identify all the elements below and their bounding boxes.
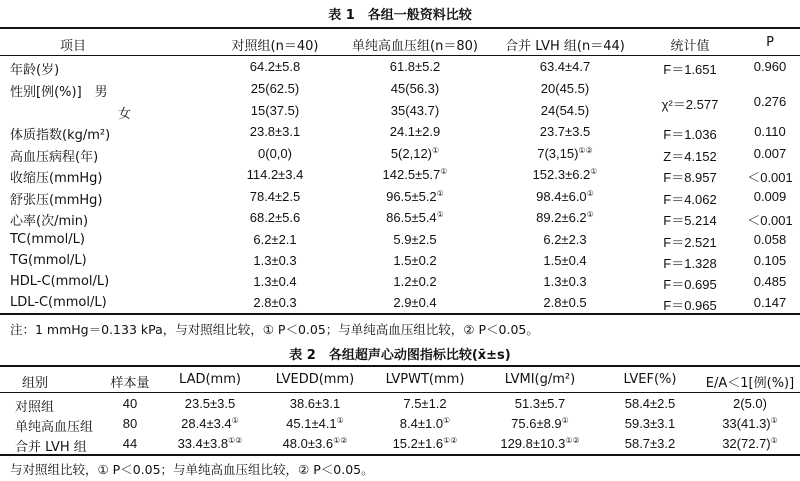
table1-cell: 24.1±2.9 — [389, 124, 441, 139]
table2-cell: 58.4±2.5 — [624, 396, 676, 411]
table1-cell: 23.8±3.1 — [249, 124, 301, 139]
table2-note: 与对照组比较，① P＜0.05；与单纯高血压组比较，② P＜0.05。 — [10, 462, 374, 477]
table2-cell: 51.3±5.7 — [514, 396, 566, 411]
table1-header-cell: 合并 LVH 组(n＝44) — [505, 39, 625, 54]
table2-cell: 38.6±3.1 — [289, 396, 341, 411]
table1-cell: 6.2±2.3 — [543, 232, 587, 247]
table2-cell: 129.8±10.3①② — [500, 436, 580, 451]
table2-header-rule — [0, 392, 800, 393]
table1-top-rule — [0, 27, 800, 29]
table1-cell: 25(62.5) — [250, 81, 300, 96]
table2-cell: 32(72.7)① — [722, 436, 778, 451]
table1-header-cell: 单纯高血压组(n＝80) — [352, 39, 478, 54]
table1-cell: 96.5±5.2① — [386, 189, 444, 204]
table1-cell: 20(45.5) — [540, 81, 590, 96]
table2-header-cell: E/A＜1[例(%)] — [705, 376, 795, 391]
table2-cell: 44 — [122, 436, 138, 451]
table1-cell: 0.485 — [753, 274, 787, 289]
table1-cell: 0.276 — [753, 94, 787, 109]
table2-top-rule — [0, 365, 800, 367]
table2-header-cell: 样本量 — [110, 376, 150, 391]
table1-cell: 0.007 — [753, 146, 787, 161]
table1-cell: F＝1.651 — [663, 62, 717, 77]
table1-cell: 64.2±5.8 — [249, 59, 301, 74]
table1-cell: 35(43.7) — [390, 103, 440, 118]
table2-row-label: 合并 LVH 组 — [15, 440, 87, 455]
table2-header-cell: 组别 — [22, 376, 49, 391]
table2-header-cell: LAD(mm) — [179, 372, 241, 387]
table1-cell: 1.3±0.3 — [543, 274, 587, 289]
table1-row-label: LDL-C(mmol/L) — [10, 295, 107, 310]
table1-cell: F＝8.957 — [663, 170, 717, 185]
table1-row-label: TG(mmol/L) — [10, 253, 87, 268]
table1-cell: 68.2±5.6 — [249, 210, 301, 225]
table2-caption: 表 2 各组超声心动图指标比较(x̄±s) — [289, 348, 511, 363]
table1-caption: 表 1 各组一般资料比较 — [328, 8, 472, 23]
table2-header-cell: LVMI(g/m²) — [504, 372, 576, 387]
table1-cell: F＝1.328 — [663, 256, 717, 271]
table1-cell: 152.3±6.2① — [532, 167, 598, 182]
table1-cell: 45(56.3) — [390, 81, 440, 96]
table2-header-cell: LVPWT(mm) — [385, 372, 465, 387]
table1-cell: ＜0.001 — [747, 170, 793, 185]
table1-cell: 1.3±0.3 — [253, 253, 297, 268]
table2-cell: 48.0±3.6①② — [282, 436, 348, 451]
table1-cell: 24(54.5) — [540, 103, 590, 118]
table1-cell: 23.7±3.5 — [539, 124, 591, 139]
table1-header-rule — [0, 55, 800, 56]
table1-cell: 114.2±3.4 — [246, 167, 304, 182]
table1-cell: 0(0,0) — [258, 146, 292, 161]
table1-cell: 61.8±5.2 — [389, 59, 441, 74]
table2-cell: 33(41.3)① — [722, 416, 778, 431]
table1-cell: 2.8±0.3 — [253, 295, 297, 310]
table1-row-label: 舒张压(mmHg) — [10, 193, 103, 208]
table1-cell: 1.3±0.4 — [253, 274, 297, 289]
table1-cell: Z＝4.152 — [663, 149, 717, 164]
table2-header-cell: LVEF(%) — [623, 372, 677, 387]
table1-header-cell: 统计值 — [670, 39, 710, 54]
table1-row-label: 女 — [118, 107, 132, 122]
table1-cell: 86.5±5.4① — [386, 210, 444, 225]
table1-row-label: 年龄(岁) — [10, 63, 60, 78]
table2-header-cell: LVEDD(mm) — [275, 372, 355, 387]
table1-row-label: 体质指数(kg/m²) — [10, 128, 111, 143]
table1-cell: 63.4±4.7 — [539, 59, 591, 74]
table1-cell: 2.9±0.4 — [393, 295, 437, 310]
table2-cell: 8.4±1.0① — [399, 416, 451, 431]
table2-cell: 7.5±1.2 — [403, 396, 447, 411]
table1-cell: F＝2.521 — [663, 235, 717, 250]
table1-cell: F＝0.965 — [663, 298, 717, 313]
table2-cell: 59.3±3.1 — [624, 416, 676, 431]
table1-cell: 0.960 — [753, 59, 787, 74]
table1-cell: 0.058 — [753, 232, 787, 247]
table2-cell: 33.4±3.8①② — [177, 436, 243, 451]
table2-cell: 40 — [122, 396, 138, 411]
table1-header-cell: 项目 — [60, 39, 87, 54]
table1-cell: ＜0.001 — [747, 213, 793, 228]
table2-cell: 28.4±3.4① — [181, 416, 239, 431]
table1-cell: 0.110 — [754, 124, 786, 139]
table2-cell: 23.5±3.5 — [184, 396, 236, 411]
table1-cell: F＝4.062 — [663, 192, 717, 207]
table1-cell: 5.9±2.5 — [393, 232, 437, 247]
table1-cell: 1.5±0.4 — [543, 253, 587, 268]
table1-cell: 7(3,15)①② — [537, 146, 593, 161]
table2-cell: 45.1±4.1① — [286, 416, 344, 431]
table1-cell: 1.2±0.2 — [393, 274, 437, 289]
table2-cell: 2(5.0) — [733, 396, 767, 411]
table1-cell: 89.2±6.2① — [536, 210, 594, 225]
table1-cell: F＝1.036 — [663, 127, 717, 142]
table1-row-label: 性别[例(%)] 男 — [10, 85, 108, 100]
table1-cell: 98.4±6.0① — [536, 189, 594, 204]
table1-note: 注：1 mmHg＝0.133 kPa，与对照组比较，① P＜0.05；与单纯高血压组比较，② P＜0.05。 — [10, 322, 539, 337]
table2-cell: 75.6±8.9① — [511, 416, 569, 431]
table1-header-cell: 对照组(n＝40) — [231, 39, 319, 54]
table1-cell: 0.009 — [753, 189, 787, 204]
table1-cell: F＝5.214 — [663, 213, 717, 228]
table1-row-label: TC(mmol/L) — [10, 232, 85, 247]
table2-cell: 15.2±1.6①② — [392, 436, 458, 451]
table1-cell: 78.4±2.5 — [249, 189, 301, 204]
table1-cell: 1.5±0.2 — [393, 253, 437, 268]
table1-cell: F＝0.695 — [663, 277, 717, 292]
table2-row-label: 单纯高血压组 — [15, 420, 94, 435]
table1-cell: 142.5±5.7① — [382, 167, 448, 182]
table2-cell: 80 — [122, 416, 138, 431]
table2-row-label: 对照组 — [15, 400, 55, 415]
table1-cell: 15(37.5) — [250, 103, 300, 118]
table1-row-label: HDL-C(mmol/L) — [10, 274, 110, 289]
table1-cell: 2.8±0.5 — [543, 295, 587, 310]
table1-cell: 0.105 — [753, 253, 787, 268]
table1-row-label: 高血压病程(年) — [10, 150, 99, 165]
table1-row-label: 收缩压(mmHg) — [10, 171, 103, 186]
table1-cell: 6.2±2.1 — [253, 232, 297, 247]
table1-cell: χ²＝2.577 — [661, 97, 719, 112]
table1-row-label: 心率(次/min) — [10, 214, 89, 229]
table1-cell: 5(2,12)① — [390, 146, 440, 161]
table1-cell: 0.147 — [753, 295, 787, 310]
table2-cell: 58.7±3.2 — [624, 436, 676, 451]
table1-header-cell: P — [766, 35, 774, 50]
